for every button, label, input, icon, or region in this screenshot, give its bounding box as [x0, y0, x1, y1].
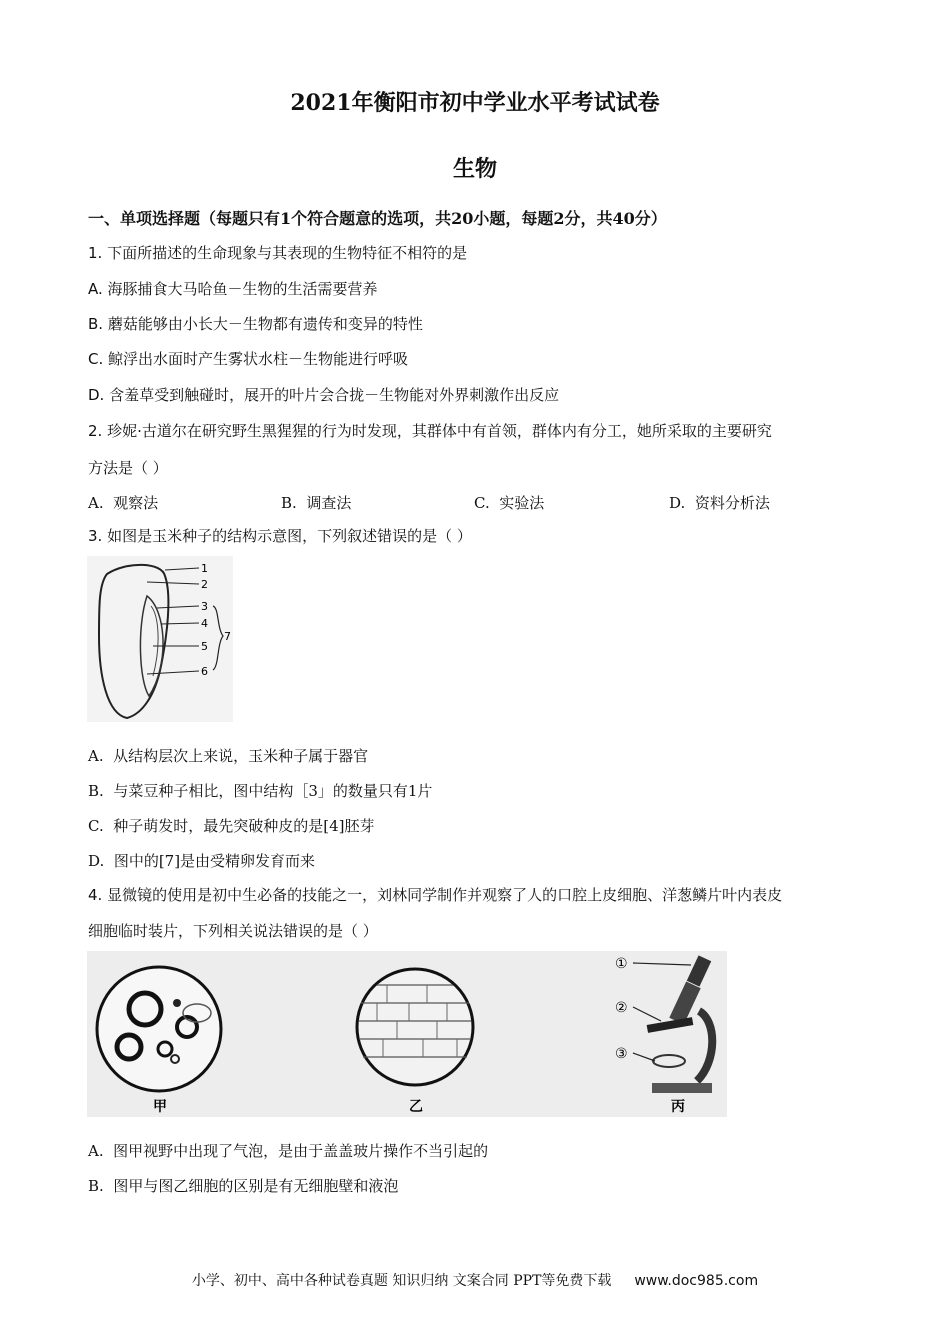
footer-text: 小学、初中、高中各种试卷真题 知识归纳 文案合同 PPT等免费下载 [191, 1273, 612, 1289]
question-4-line2: 细胞临时装片，下列相关说法错误的是（ ） [88, 922, 378, 940]
q2-option-a: A. 观察法 [88, 494, 159, 512]
q4-option-b: B. 图甲与图乙细胞的区别是有无细胞壁和液泡 [88, 1177, 399, 1195]
q1-option-d: D. 含羞草受到触碰时，展开的叶片会合拢－生物能对外界刺激作出反应 [88, 386, 560, 404]
page-footer [0, 1270, 950, 1290]
q1-option-c: C. 鲸浮出水面时产生雾状水柱－生物能进行呼吸 [88, 350, 409, 368]
q3-option-a: A. 从结构层次上来说，玉米种子属于器官 [88, 747, 369, 765]
microscope-diagram [87, 951, 727, 1117]
corn-seed-diagram [87, 556, 233, 722]
label-3: 3 [201, 600, 208, 613]
question-number: 3. [88, 527, 103, 545]
q2-option-d: D. 资料分析法 [669, 494, 770, 512]
q1-option-b: B. 蘑菇能够由小长大－生物都有遗传和变异的特性 [88, 315, 423, 333]
corn-seed-figure [87, 556, 233, 722]
label-6: 6 [201, 665, 208, 678]
microscope-label-2: ② [615, 1000, 628, 1016]
question-2 [88, 420, 772, 441]
question-2-line2: 方法是（ ） [88, 459, 168, 477]
question-4 [88, 884, 782, 905]
footer-link[interactable]: www.doc985.com [634, 1273, 759, 1289]
microscope-label-3: ③ [615, 1046, 628, 1062]
question-1 [88, 242, 467, 263]
question-number: 2. [88, 422, 103, 440]
microscope-label-1: ① [615, 956, 628, 972]
label-2: 2 [201, 578, 208, 591]
question-stem: 珍妮·古道尔在研究野生黑猩猩的行为时发现，其群体中有首领，群体内有分工，她所采取的主要研究 [107, 422, 772, 440]
label-1: 1 [201, 562, 208, 575]
section-heading: 一、单项选择题（每题只有1个符合题意的选项，共20小题，每题2分，共40分） [88, 209, 667, 228]
q3-option-c: C. 种子萌发时，最先突破种皮的是[4]胚芽 [88, 817, 375, 835]
caption-yi: 乙 [409, 1099, 423, 1115]
q1-option-a: A. 海豚捕食大马哈鱼－生物的生活需要营养 [88, 280, 378, 298]
q3-option-d: D. 图中的[7]是由受精卵发育而来 [88, 852, 316, 870]
question-3 [88, 525, 472, 546]
exam-title: 2021年衡阳市初中学业水平考试试卷 [290, 90, 660, 116]
label-4: 4 [201, 617, 208, 630]
q4-option-a: A. 图甲视野中出现了气泡，是由于盖盖玻片操作不当引起的 [88, 1142, 489, 1160]
label-5: 5 [201, 640, 208, 653]
question-stem: 如图是玉米种子的结构示意图，下列叙述错误的是（ ） [107, 527, 472, 545]
question-number: 1. [88, 244, 103, 262]
question-number: 4. [88, 886, 103, 904]
q2-option-b: B. 调查法 [281, 494, 352, 512]
caption-jia: 甲 [153, 1099, 167, 1115]
microscope-figure [87, 951, 727, 1117]
subject-title: 生物 [452, 156, 497, 182]
question-stem: 显微镜的使用是初中生必备的技能之一，刘林同学制作并观察了人的口腔上皮细胞、洋葱鳞片叶内表皮 [107, 886, 783, 904]
question-stem: 下面所描述的生命现象与其表现的生物特征不相符的是 [107, 244, 468, 262]
label-7: 7 [224, 630, 231, 643]
q2-option-c: C. 实验法 [474, 494, 545, 512]
caption-bing: 丙 [671, 1099, 685, 1115]
q3-option-b: B. 与菜豆种子相比，图中结构［3」的数量只有1片 [88, 782, 433, 800]
